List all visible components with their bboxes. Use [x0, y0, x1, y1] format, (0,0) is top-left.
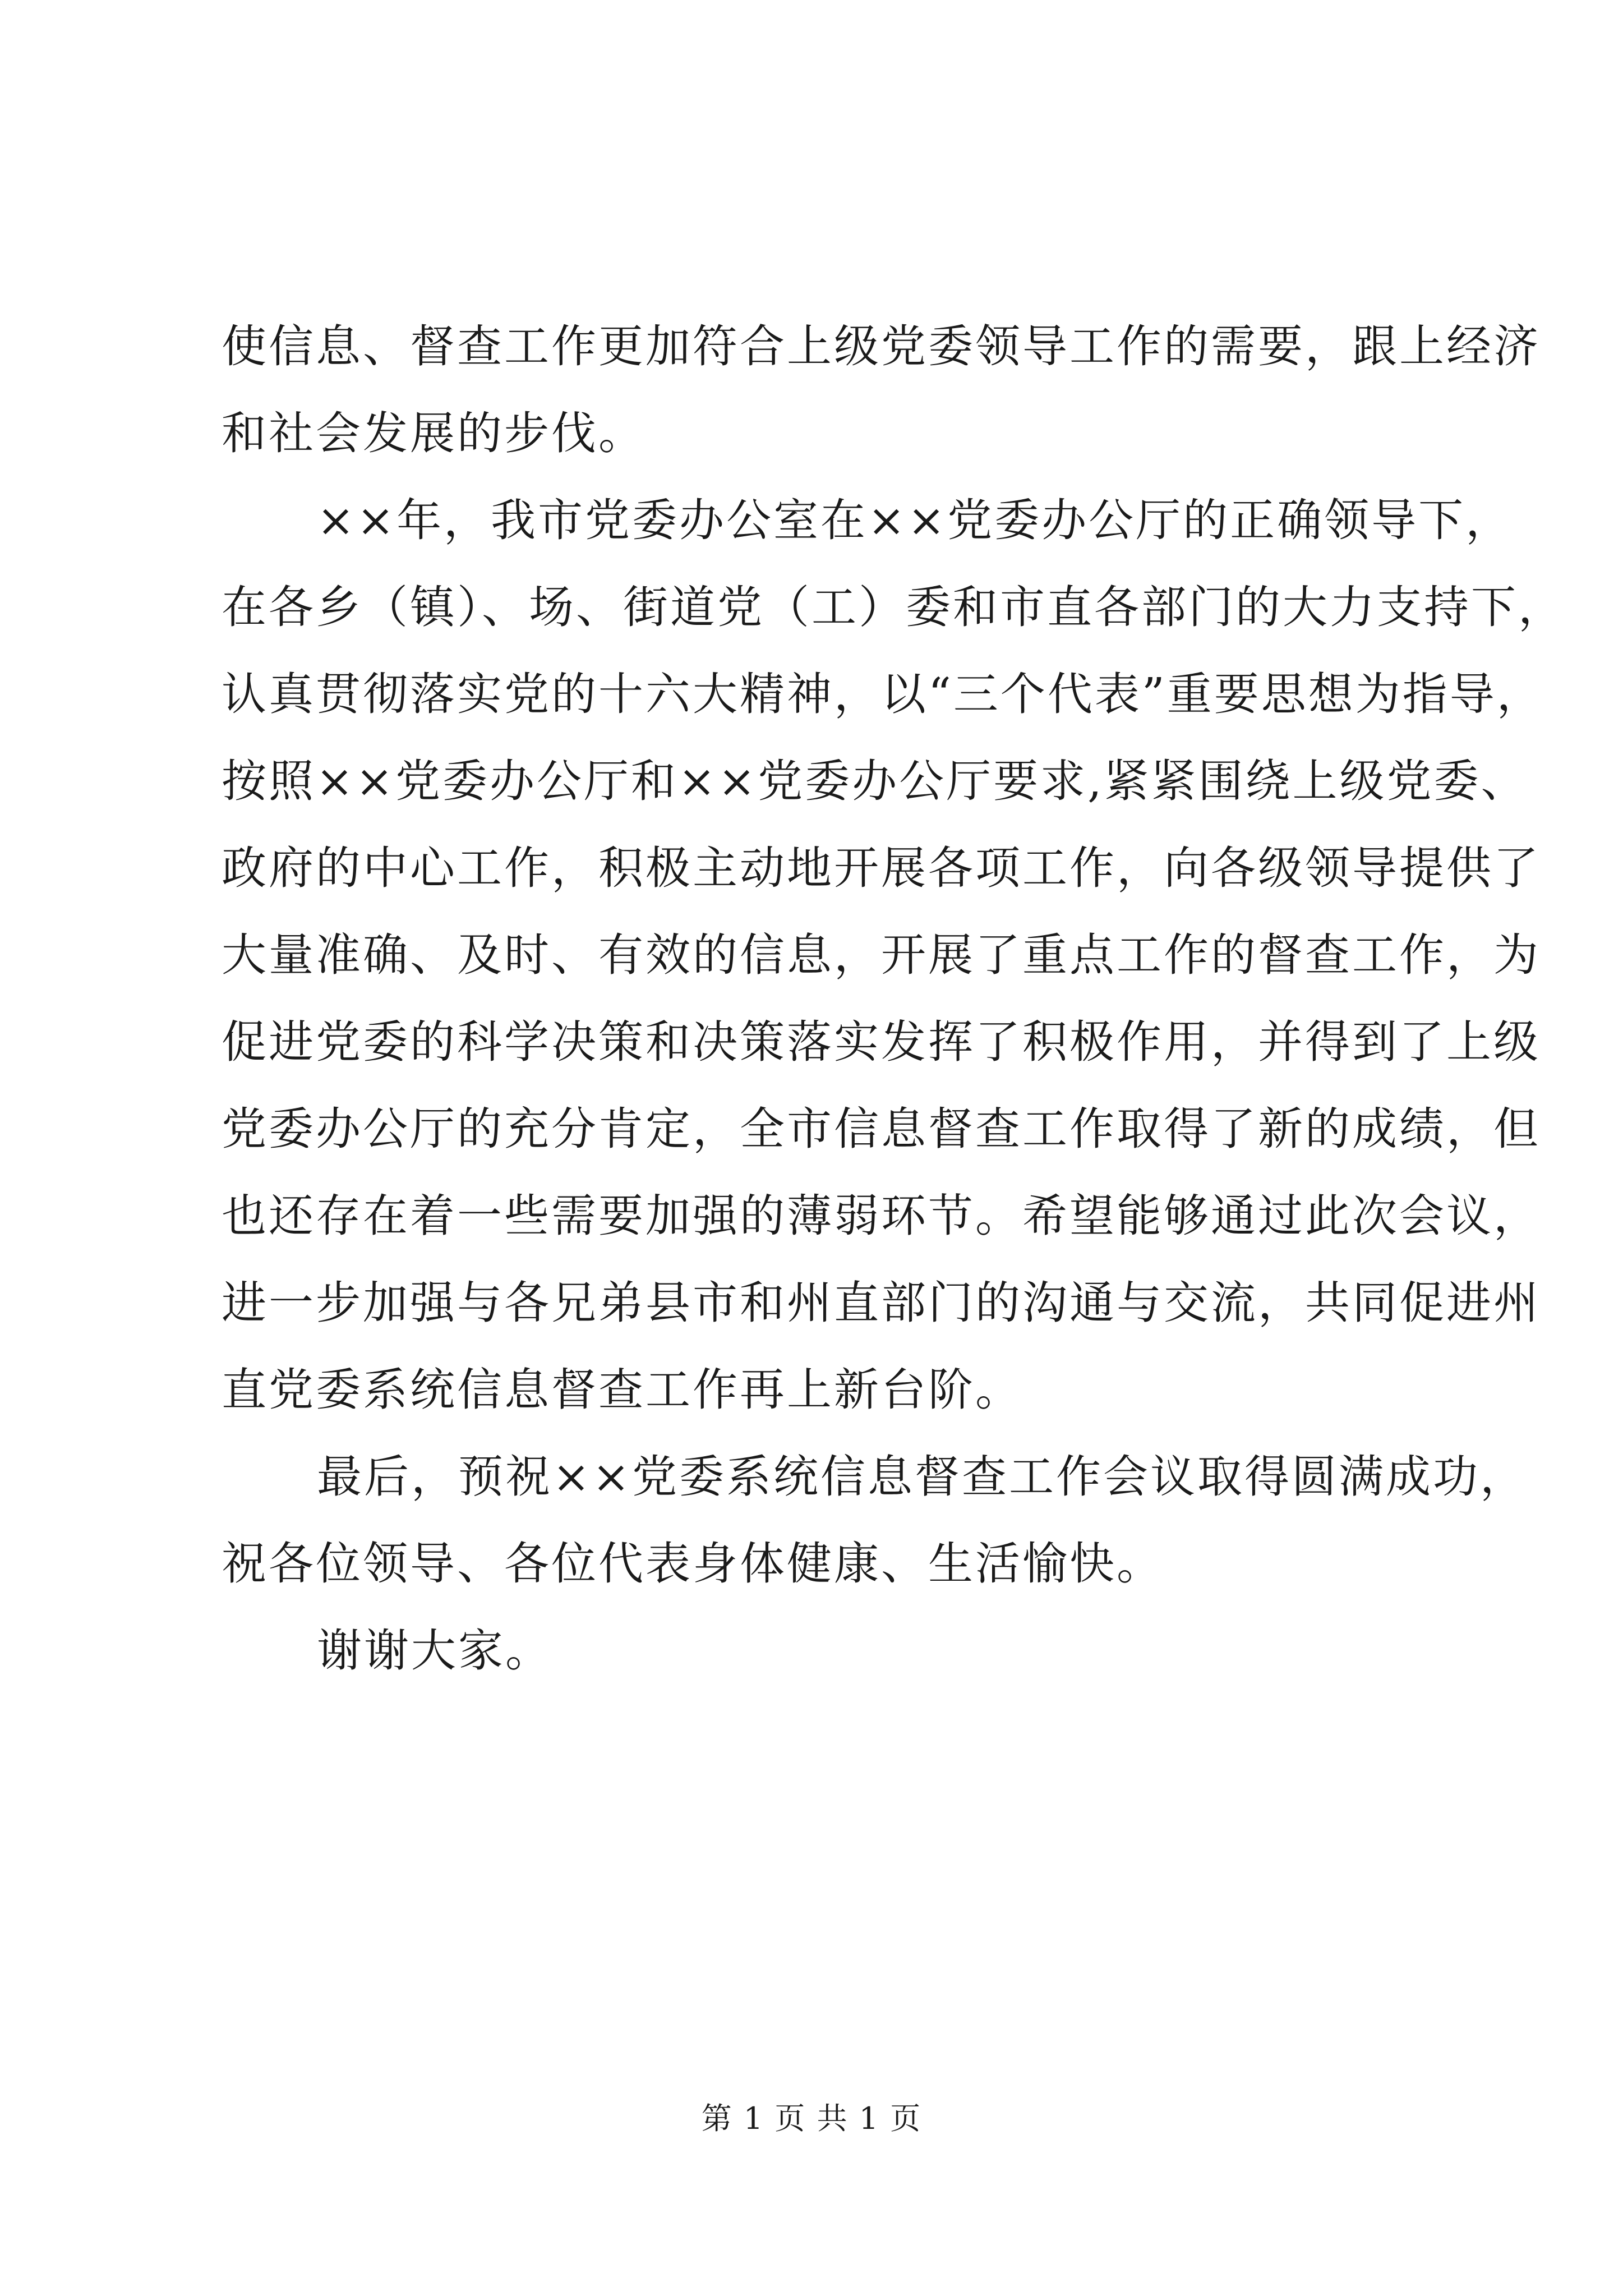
- paragraph-start-line: 最后，预祝××党委系统信息督查工作会议取得圆满成功，: [317, 1451, 1528, 1503]
- text-line: 党委办公厅的充分肯定，全市信息督查工作取得了新的成绩，但: [222, 1103, 1541, 1155]
- closing-line: 谢谢大家。: [317, 1625, 552, 1677]
- text-line: 在各乡（镇）、场、街道党（工）委和市直各部门的大力支持下，: [222, 581, 1565, 633]
- body-text: [222, 303, 1565, 1694]
- text-line: 促进党委的科学决策和决策落实发挥了积极作用，并得到了上级: [222, 1016, 1541, 1068]
- page-number-footer: 第 1 页 共 1 页: [701, 2101, 922, 2136]
- text-line: 也还存在着一些需要加强的薄弱环节。希望能够通过此次会议，: [222, 1190, 1541, 1242]
- text-line: 使信息、督查工作更加符合上级党委领导工作的需要，跟上经济: [222, 320, 1541, 372]
- paragraph-start-line: ××年，我市党委办公室在××党委办公厅的正确领导下，: [317, 494, 1513, 546]
- text-line: 认真贯彻落实党的十六大精神，以“三个代表”重要思想为指导，: [222, 668, 1544, 720]
- text-line: 和社会发展的步伐。: [222, 407, 645, 459]
- text-line: 进一步加强与各兄弟县市和州直部门的沟通与交流，共同促进州: [222, 1277, 1541, 1329]
- text-line: 政府的中心工作，积极主动地开展各项工作，向各级领导提供了: [222, 842, 1541, 894]
- text-line: 按照××党委办公厅和××党委办公厅要求,紧紧围绕上级党委、: [222, 755, 1528, 807]
- text-line: 直党委系统信息督查工作再上新台阶。: [222, 1364, 1022, 1416]
- text-line: 大量准确、及时、有效的信息，开展了重点工作的督查工作，为: [222, 929, 1541, 981]
- text-line: 祝各位领导、各位代表身体健康、生活愉快。: [222, 1538, 1164, 1590]
